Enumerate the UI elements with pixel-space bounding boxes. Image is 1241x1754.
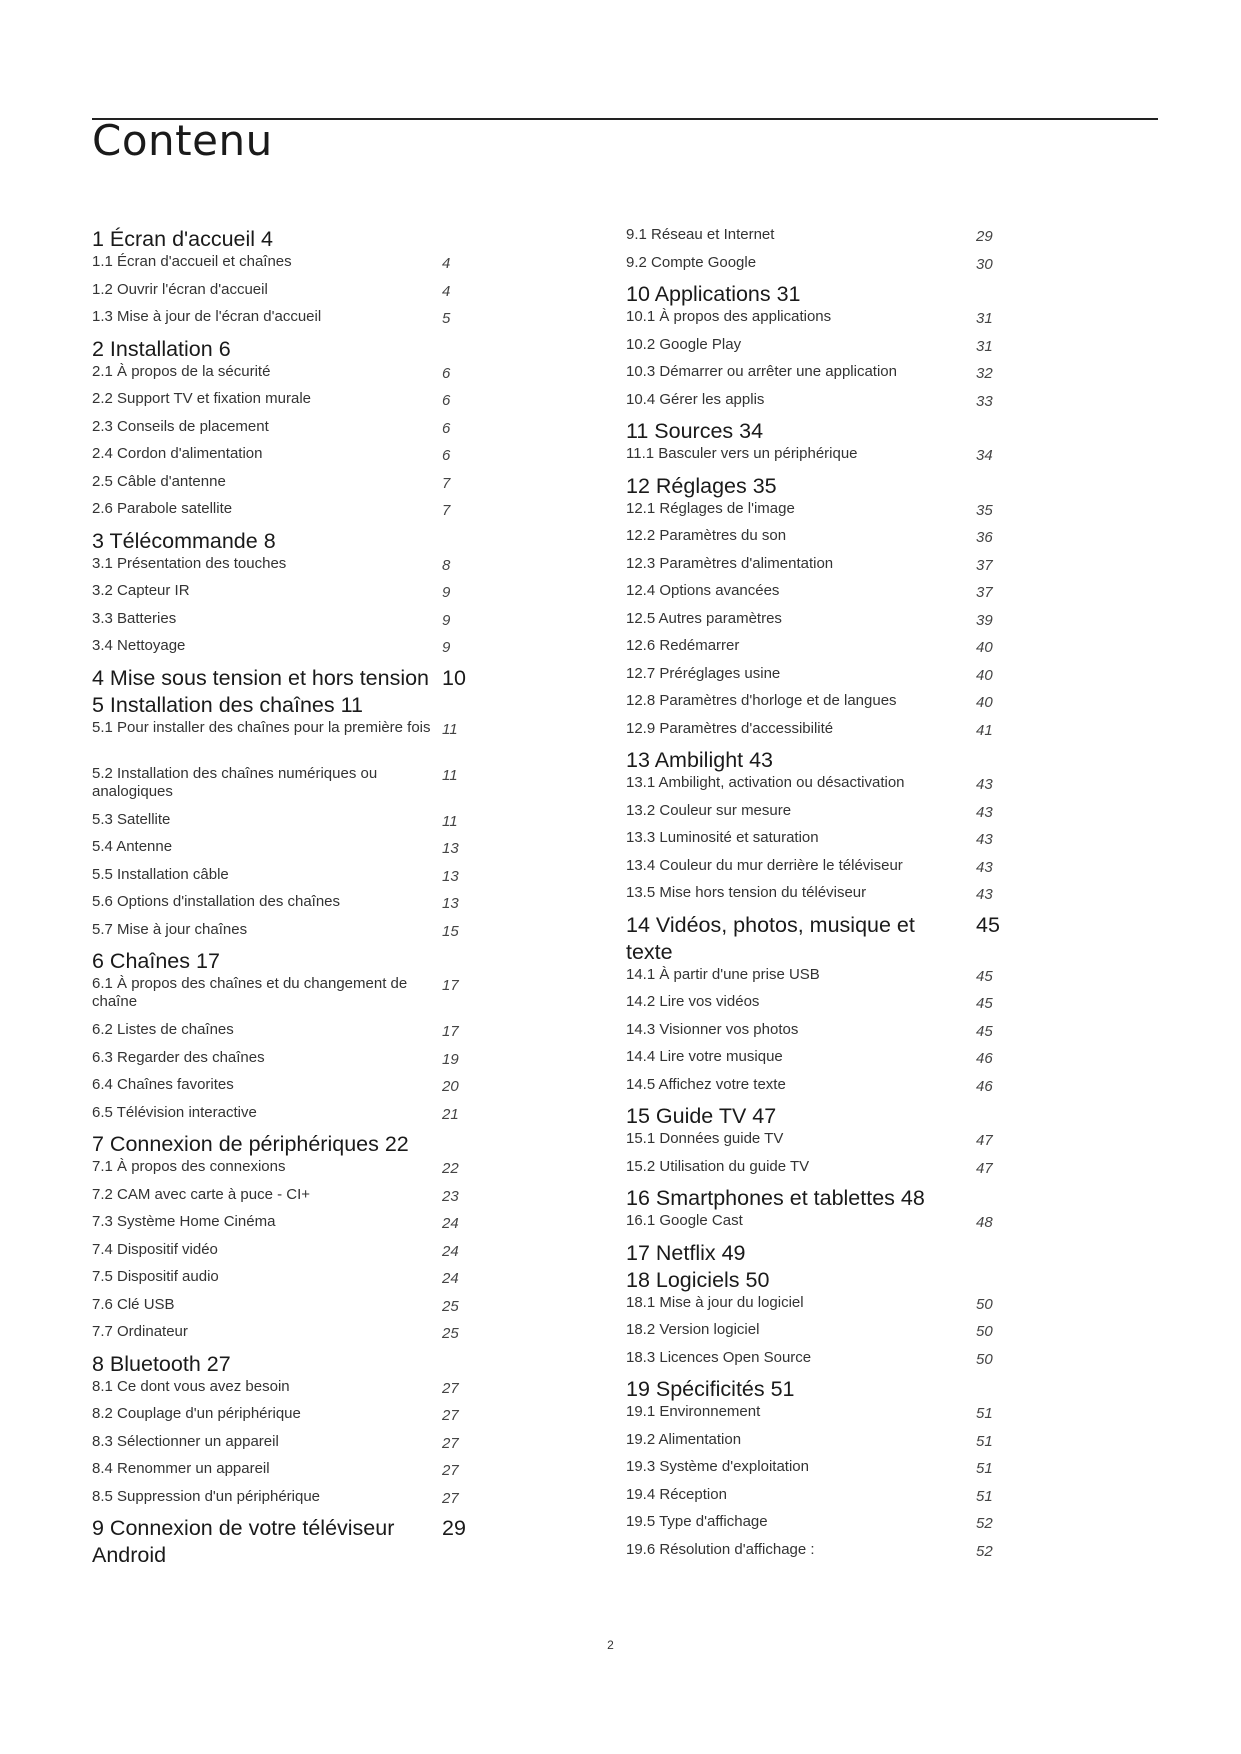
entry-title: 14.1 À partir d'une prise USB xyxy=(626,965,820,983)
entry-title: 16.1 Google Cast xyxy=(626,1212,743,1229)
page-number: 2 xyxy=(607,1638,614,1652)
entry-page: 50 xyxy=(976,1295,993,1313)
toc-entry[interactable] xyxy=(626,720,1006,748)
toc-entry[interactable] xyxy=(626,1294,1006,1322)
entry-page: 43 xyxy=(976,831,993,848)
toc-entry[interactable] xyxy=(626,1021,1006,1049)
entry-title: 14.2 Lire vos vidéos xyxy=(626,993,760,1010)
entry-title: 19.5 Type d'affichage xyxy=(626,1513,768,1530)
entry-title: 13.1 Ambilight, activation ou désactivation xyxy=(626,774,905,791)
entry-title: 8.2 Couplage d'un périphérique xyxy=(92,1405,301,1422)
entry-page: 22 xyxy=(442,1160,459,1177)
toc-entry[interactable] xyxy=(92,1241,472,1269)
page-title: Contenu xyxy=(92,116,273,165)
toc-entry[interactable] xyxy=(626,555,1006,583)
toc-entry[interactable] xyxy=(92,610,472,638)
entry-title: 2.3 Conseils de placement xyxy=(92,417,269,435)
chapter-title: 6 Chaînes 17 xyxy=(92,949,220,973)
chapter-title: 14 Vidéos, photos, musique et texte xyxy=(626,912,915,964)
toc-entry[interactable] xyxy=(92,1076,472,1104)
entry-title: 19.6 Résolution d'affichage : xyxy=(626,1540,815,1558)
entry-title: 7.2 CAM avec carte à puce - CI+ xyxy=(92,1185,311,1203)
toc-entry[interactable] xyxy=(92,1021,472,1049)
entry-title: 1.3 Mise à jour de l'écran d'accueil xyxy=(92,308,322,325)
entry-title: 12.9 Paramètres d'accessibilité xyxy=(626,719,834,737)
entry-title: 12.1 Réglages de l'image xyxy=(626,499,795,517)
chapter-title: 13 Ambilight 43 xyxy=(626,748,774,772)
entry-title: 2.6 Parabole satellite xyxy=(92,500,233,517)
entry-page: 41 xyxy=(976,721,993,739)
entry-page: 27 xyxy=(442,1434,459,1452)
entry-title: 9.2 Compte Google xyxy=(626,253,757,271)
entry-title: 13.3 Luminosité et saturation xyxy=(626,829,819,846)
entry-page: 32 xyxy=(976,365,993,382)
toc-entry[interactable] xyxy=(92,445,472,473)
entry-page: 17 xyxy=(442,977,459,994)
entry-title: 5.6 Options d'installation des chaînes xyxy=(92,893,341,910)
entry-page: 27 xyxy=(442,1407,459,1424)
toc-entry[interactable] xyxy=(626,1130,1006,1158)
entry-title: 3.4 Nettoyage xyxy=(92,637,186,654)
entry-title: 12.7 Préréglages usine xyxy=(626,664,781,682)
toc-entry[interactable] xyxy=(92,473,472,501)
entry-page: 43 xyxy=(976,858,993,876)
toc-entry[interactable] xyxy=(92,893,472,921)
chapter-page: 45 xyxy=(976,912,1000,937)
entry-title: 2.2 Support TV et fixation murale xyxy=(92,390,312,407)
entry-page: 43 xyxy=(976,776,993,793)
entry-page: 50 xyxy=(976,1350,993,1368)
toc-entry[interactable] xyxy=(92,1104,472,1132)
entry-title: 6.1 À propos des chaînes et du changement de chaîne xyxy=(92,975,408,1010)
entry-page: 34 xyxy=(976,447,993,464)
entry-title: 7.5 Dispositif audio xyxy=(92,1268,219,1285)
toc-entry[interactable] xyxy=(626,1349,1006,1377)
toc-entry[interactable] xyxy=(626,802,1006,830)
entry-page: 37 xyxy=(976,556,993,574)
toc-chapter[interactable] xyxy=(626,473,1006,500)
toc-entry[interactable] xyxy=(92,1460,472,1488)
entry-title: 13.4 Couleur du mur derrière le téléviseur xyxy=(626,856,903,874)
entry-page: 7 xyxy=(442,474,451,492)
toc-entry[interactable] xyxy=(626,1431,1006,1459)
entry-title: 10.1 À propos des applications xyxy=(626,308,832,325)
toc-entry[interactable] xyxy=(626,665,1006,693)
entry-page: 4 xyxy=(442,255,451,272)
entry-title: 1.1 Écran d'accueil et chaînes xyxy=(92,253,292,270)
entry-page: 40 xyxy=(976,694,993,711)
entry-title: 10.3 Démarrer ou arrêter une application xyxy=(626,363,897,380)
entry-page: 24 xyxy=(442,1242,459,1260)
entry-title: 12.5 Autres paramètres xyxy=(626,609,782,627)
toc-entry[interactable] xyxy=(92,1296,472,1324)
chapter-title: 11 Sources 34 xyxy=(626,419,764,443)
entry-page: 51 xyxy=(976,1405,993,1422)
entry-page: 29 xyxy=(976,228,993,245)
toc-entry[interactable] xyxy=(92,637,472,665)
toc-chapter[interactable] xyxy=(92,692,472,719)
entry-title: 5.7 Mise à jour chaînes xyxy=(92,920,248,938)
toc-chapter[interactable] xyxy=(626,1185,1006,1212)
chapter-title: 5 Installation des chaînes 11 xyxy=(92,692,363,717)
entry-page: 13 xyxy=(442,895,459,912)
entry-page: 13 xyxy=(442,867,459,885)
entry-page: 4 xyxy=(442,282,451,300)
entry-title: 7.1 À propos des connexions xyxy=(92,1158,286,1175)
toc-chapter[interactable] xyxy=(626,1240,1006,1267)
toc-entry[interactable] xyxy=(626,1403,1006,1431)
toc-entry[interactable] xyxy=(92,1268,472,1296)
toc-entry[interactable] xyxy=(626,884,1006,912)
toc-entry[interactable] xyxy=(92,390,472,418)
toc-entry[interactable] xyxy=(626,637,1006,665)
toc-entry[interactable] xyxy=(626,1158,1006,1186)
toc-entry[interactable] xyxy=(626,226,1006,254)
entry-title: 6.3 Regarder des chaînes xyxy=(92,1048,265,1066)
entry-page: 24 xyxy=(442,1215,459,1232)
toc-entry[interactable] xyxy=(626,1048,1006,1076)
entry-page: 51 xyxy=(976,1460,993,1477)
chapter-title: 2 Installation 6 xyxy=(92,336,231,361)
chapter-page: 10 xyxy=(442,665,466,690)
toc-entry[interactable] xyxy=(92,1378,472,1406)
toc-entry[interactable] xyxy=(92,582,472,610)
toc-chapter[interactable] xyxy=(626,418,1006,445)
entry-page: 11 xyxy=(442,766,458,784)
entry-page: 30 xyxy=(976,255,993,273)
entry-title: 19.2 Alimentation xyxy=(626,1430,742,1448)
entry-page: 36 xyxy=(976,529,993,546)
entry-title: 15.1 Données guide TV xyxy=(626,1130,784,1147)
entry-page: 9 xyxy=(442,584,451,601)
entry-title: 1.2 Ouvrir l'écran d'accueil xyxy=(92,280,268,298)
toc-entry[interactable] xyxy=(92,555,472,583)
toc-chapter[interactable] xyxy=(92,528,472,555)
toc-entry[interactable] xyxy=(92,363,472,391)
entry-page: 47 xyxy=(976,1132,993,1149)
toc-column-right xyxy=(626,226,1006,1568)
entry-title: 18.1 Mise à jour du logiciel xyxy=(626,1293,804,1311)
entry-page: 15 xyxy=(442,922,459,940)
entry-page: 37 xyxy=(976,584,993,601)
entry-page: 6 xyxy=(442,447,451,464)
entry-page: 6 xyxy=(442,419,451,437)
toc-entry[interactable] xyxy=(92,1323,472,1351)
toc-entry[interactable] xyxy=(626,336,1006,364)
entry-title: 3.2 Capteur IR xyxy=(92,582,190,599)
toc-chapter[interactable] xyxy=(626,1103,1006,1130)
toc-entry[interactable] xyxy=(626,1486,1006,1514)
toc-entry[interactable] xyxy=(626,254,1006,282)
toc-entry[interactable] xyxy=(626,1321,1006,1349)
entry-title: 19.1 Environnement xyxy=(626,1403,761,1420)
toc-entry[interactable] xyxy=(92,1433,472,1461)
entry-title: 7.4 Dispositif vidéo xyxy=(92,1240,218,1258)
entry-title: 7.3 Système Home Cinéma xyxy=(92,1213,276,1230)
toc-chapter[interactable] xyxy=(92,1131,472,1158)
toc-entry[interactable] xyxy=(626,391,1006,419)
toc-chapter[interactable] xyxy=(92,336,472,363)
entry-page: 23 xyxy=(442,1187,459,1205)
chapter-title: 15 Guide TV 47 xyxy=(626,1104,777,1128)
entry-page: 27 xyxy=(442,1462,459,1479)
toc-chapter[interactable] xyxy=(92,226,472,253)
toc-column-left xyxy=(92,226,472,1569)
entry-page: 31 xyxy=(976,310,993,327)
chapter-title: 9 Connexion de votre téléviseur Android xyxy=(92,1516,395,1567)
entry-title: 5.5 Installation câble xyxy=(92,865,229,883)
entry-title: 2.1 À propos de la sécurité xyxy=(92,362,271,380)
entry-page: 27 xyxy=(442,1379,459,1397)
entry-title: 19.3 Système d'exploitation xyxy=(626,1458,809,1475)
toc-entry[interactable] xyxy=(626,527,1006,555)
chapter-title: 19 Spécificités 51 xyxy=(626,1377,795,1401)
toc-entry[interactable] xyxy=(92,1488,472,1516)
entry-title: 12.8 Paramètres d'horloge et de langues xyxy=(626,692,897,709)
entry-page: 11 xyxy=(442,812,458,830)
entry-page: 25 xyxy=(442,1325,459,1342)
toc-entry[interactable] xyxy=(92,921,472,949)
entry-page: 40 xyxy=(976,639,993,656)
entry-page: 6 xyxy=(442,392,451,409)
toc-entry[interactable] xyxy=(626,993,1006,1021)
entry-page: 7 xyxy=(442,502,451,519)
toc-entry[interactable] xyxy=(92,866,472,894)
entry-title: 6.2 Listes de chaînes xyxy=(92,1021,234,1038)
toc-entry[interactable] xyxy=(626,774,1006,802)
entry-page: 47 xyxy=(976,1159,993,1177)
toc-chapter[interactable] xyxy=(626,1376,1006,1403)
toc-chapter[interactable] xyxy=(92,1351,472,1378)
toc-entry[interactable] xyxy=(626,1541,1006,1569)
toc-entry[interactable] xyxy=(92,765,472,811)
entry-title: 14.5 Affichez votre texte xyxy=(626,1075,786,1093)
chapter-title: 12 Réglages 35 xyxy=(626,473,777,498)
toc-chapter[interactable] xyxy=(626,281,1006,308)
chapter-page: 29 xyxy=(442,1516,466,1540)
entry-title: 6.5 Télévision interactive xyxy=(92,1103,257,1121)
entry-title: 10.2 Google Play xyxy=(626,335,742,353)
toc-entry[interactable] xyxy=(92,308,472,336)
entry-title: 8.3 Sélectionner un appareil xyxy=(92,1432,279,1450)
toc-entry[interactable] xyxy=(626,610,1006,638)
entry-page: 6 xyxy=(442,364,451,382)
toc-entry[interactable] xyxy=(92,500,472,528)
entry-title: 5.4 Antenne xyxy=(92,838,173,855)
entry-page: 9 xyxy=(442,639,451,656)
entry-title: 7.7 Ordinateur xyxy=(92,1323,188,1340)
entry-title: 2.5 Câble d'antenne xyxy=(92,472,226,490)
toc-entry[interactable] xyxy=(626,857,1006,885)
entry-page: 19 xyxy=(442,1050,459,1068)
entry-page: 11 xyxy=(442,720,458,738)
entry-title: 7.6 Clé USB xyxy=(92,1295,175,1313)
entry-page: 39 xyxy=(976,611,993,629)
toc-entry[interactable] xyxy=(626,1076,1006,1104)
entry-title: 13.5 Mise hors tension du téléviseur xyxy=(626,884,867,901)
toc-entry[interactable] xyxy=(92,1213,472,1241)
entry-title: 12.6 Redémarrer xyxy=(626,637,740,654)
entry-page: 46 xyxy=(976,1050,993,1067)
chapter-title: 18 Logiciels 50 xyxy=(626,1267,770,1292)
entry-page: 5 xyxy=(442,310,451,327)
chapter-title: 10 Applications 31 xyxy=(626,282,801,306)
toc-entry[interactable] xyxy=(92,838,472,866)
toc-entry[interactable] xyxy=(626,692,1006,720)
toc-entry[interactable] xyxy=(92,281,472,309)
entry-page: 50 xyxy=(976,1323,993,1340)
entry-title: 8.5 Suppression d'un périphérique xyxy=(92,1487,321,1505)
toc-chapter[interactable] xyxy=(92,948,472,975)
toc-chapter[interactable] xyxy=(626,1267,1006,1294)
toc-chapter[interactable] xyxy=(626,912,1006,966)
entry-page: 45 xyxy=(976,967,993,985)
entry-page: 27 xyxy=(442,1489,459,1507)
entry-page: 31 xyxy=(976,337,993,355)
entry-page: 35 xyxy=(976,501,993,519)
entry-title: 12.4 Options avancées xyxy=(626,582,780,599)
toc-chapter[interactable] xyxy=(92,1515,472,1569)
toc-chapter[interactable] xyxy=(92,665,472,692)
entry-title: 14.3 Visionner vos photos xyxy=(626,1020,799,1038)
entry-title: 14.4 Lire votre musique xyxy=(626,1048,783,1065)
entry-page: 52 xyxy=(976,1542,993,1560)
toc-entry[interactable] xyxy=(626,582,1006,610)
entry-page: 13 xyxy=(442,840,459,857)
toc-entry[interactable] xyxy=(92,975,472,1021)
entry-page: 9 xyxy=(442,611,451,629)
chapter-title: 7 Connexion de périphériques 22 xyxy=(92,1132,409,1156)
entry-page: 43 xyxy=(976,803,993,821)
entry-page: 8 xyxy=(442,556,451,574)
chapter-title: 1 Écran d'accueil 4 xyxy=(92,227,273,251)
entry-page: 20 xyxy=(442,1078,459,1095)
entry-title: 9.1 Réseau et Internet xyxy=(626,226,775,243)
toc-entry[interactable] xyxy=(626,363,1006,391)
chapter-title: 16 Smartphones et tablettes 48 xyxy=(626,1186,925,1210)
toc-entry[interactable] xyxy=(626,308,1006,336)
entry-page: 51 xyxy=(976,1432,993,1450)
toc-entry[interactable] xyxy=(626,829,1006,857)
entry-title: 10.4 Gérer les applis xyxy=(626,390,765,408)
entry-page: 45 xyxy=(976,1022,993,1040)
entry-title: 18.2 Version logiciel xyxy=(626,1321,760,1338)
toc-entry[interactable] xyxy=(92,1405,472,1433)
entry-title: 11.1 Basculer vers un périphérique xyxy=(626,445,858,462)
entry-title: 2.4 Cordon d'alimentation xyxy=(92,445,263,462)
toc-entry[interactable] xyxy=(92,253,472,281)
entry-page: 33 xyxy=(976,392,993,410)
toc-entry[interactable] xyxy=(92,719,472,765)
entry-title: 5.3 Satellite xyxy=(92,810,171,828)
entry-page: 48 xyxy=(976,1214,993,1231)
entry-title: 3.1 Présentation des touches xyxy=(92,554,287,572)
entry-title: 8.4 Renommer un appareil xyxy=(92,1460,270,1477)
entry-page: 21 xyxy=(442,1105,459,1123)
toc-entry[interactable] xyxy=(92,811,472,839)
chapter-title: 8 Bluetooth 27 xyxy=(92,1351,231,1376)
entry-title: 5.2 Installation des chaînes numériques ou analogiques xyxy=(92,764,378,800)
toc-entry[interactable] xyxy=(92,1049,472,1077)
toc-entry[interactable] xyxy=(92,1158,472,1186)
toc-chapter[interactable] xyxy=(626,747,1006,774)
chapter-title: 17 Netflix 49 xyxy=(626,1240,746,1265)
entry-title: 5.1 Pour installer des chaînes pour la première fois xyxy=(92,718,431,736)
entry-page: 40 xyxy=(976,666,993,684)
toc-entry[interactable] xyxy=(626,500,1006,528)
entry-page: 51 xyxy=(976,1487,993,1505)
entry-title: 8.1 Ce dont vous avez besoin xyxy=(92,1377,290,1395)
chapter-title: 4 Mise sous tension et hors tension xyxy=(92,665,430,690)
entry-title: 15.2 Utilisation du guide TV xyxy=(626,1157,810,1175)
toc-entry[interactable] xyxy=(626,445,1006,473)
entry-title: 12.2 Paramètres du son xyxy=(626,527,787,544)
chapter-title: 3 Télécommande 8 xyxy=(92,528,276,553)
entry-title: 3.3 Batteries xyxy=(92,609,177,627)
toc-entry[interactable] xyxy=(92,418,472,446)
entry-page: 17 xyxy=(442,1023,459,1040)
toc-entry[interactable] xyxy=(626,1458,1006,1486)
entry-page: 46 xyxy=(976,1077,993,1095)
toc-entry[interactable] xyxy=(626,1212,1006,1240)
entry-title: 19.4 Réception xyxy=(626,1485,727,1503)
entry-page: 52 xyxy=(976,1515,993,1532)
entry-page: 24 xyxy=(442,1270,459,1287)
entry-page: 45 xyxy=(976,995,993,1012)
entry-page: 25 xyxy=(442,1297,459,1315)
toc-entry[interactable] xyxy=(626,966,1006,994)
entry-title: 12.3 Paramètres d'alimentation xyxy=(626,554,834,572)
entry-title: 18.3 Licences Open Source xyxy=(626,1348,812,1366)
entry-page: 43 xyxy=(976,886,993,903)
toc-entry[interactable] xyxy=(92,1186,472,1214)
entry-title: 13.2 Couleur sur mesure xyxy=(626,801,792,819)
toc-entry[interactable] xyxy=(626,1513,1006,1541)
entry-title: 6.4 Chaînes favorites xyxy=(92,1076,234,1093)
